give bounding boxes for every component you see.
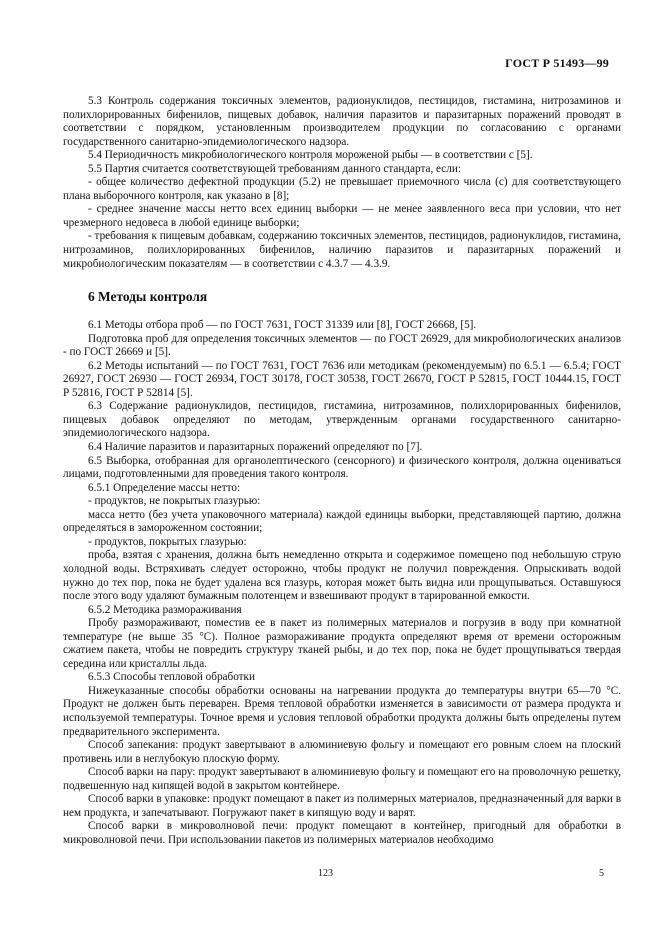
paragraph-6-4: 6.4 Наличие паразитов и паразитарных поражений определяют по [7]. [88, 441, 423, 454]
paragraph-6-2: 6.2 Методы испытаний — по ГОСТ 7631, ГОСТ 7636 или методикам (рекомендуемым) по 6.5.1 — 6.5.4; ГОСТ 26927, ГОСТ 26930 — ГОСТ 26934, ГОСТ 30178, ГОСТ 30538, ГОСТ 26670, ГОСТ Р 52815, ГОСТ 10444.15, ГОСТ Р 52816, ГОСТ Р 52814 [5]. [63, 359, 621, 399]
list-item-requirements: - требования к пищевым добавкам, содержанию токсичных элементов, пестицидов, радионуклидов, гистамина, нитрозаминов, полихлорированных бифенилов, наличию паразитов и паразитарных поражений и микробиологическим показателям — в соответствии с 4.3.7 — 4.3.9. [63, 230, 621, 270]
paragraph-heat-treatment: Нижеуказанные способы обработки основаны на нагревании продукта до температуры внутри 65—70 °С. Продукт не должен быть переварен. Время тепловой обработки изменяется в зависимости от размера продукта и используемой температуры. Точное время и условия тепловой обработки продукта должны быть определены путем предварительного эксперимента. [63, 684, 621, 738]
paragraph-6-5-3: 6.5.3 Способы тепловой обработки [88, 671, 255, 684]
paragraph-baking: Способ запекания: продукт завертывают в алюминиевую фольгу и помещают его ровным слоем на плоский противень или в неглубокую плоскую форму. [63, 739, 621, 765]
page-number: 123 [318, 868, 333, 879]
paragraph-5-5: 5.5 Партия считается соответствующей требованиям данного стандарта, если: [88, 162, 461, 175]
paragraph-6-5-1: 6.5.1 Определение массы нетто: [88, 481, 241, 494]
list-item-glazed: - продуктов, покрытых глазурью: [88, 535, 247, 548]
paragraph-sample-prep: Подготовка проб для определения токсичных элементов — по ГОСТ 26929, для микробиологических анализов - по ГОСТ 26669 и [5]. [63, 332, 621, 359]
paragraph-glazed-procedure: проба, взятая с хранения, должна быть немедленно открыта и содержимое помещено под небольшую струю холодной воды. Встряхивать следует осторожно, чтобы продукт не получил повреждения. Опрыскивать водой нужно до тех пор, пока не будет удалена вся глазурь, которая может быть видна или прощупываться. Оставшуюся после этого воду удаляют бумажным полотенцем и взвешивают продукт в тарированной емкости. [63, 549, 621, 603]
paragraph-5-3: 5.3 Контроль содержания токсичных элементов, радионуклидов, пестицидов, гистамина, нитрозаминов и полихлорированных бифенилов, пищевых добавок, наличия паразитов и паразитарных поражений проводят в соответствии с порядком, установленным производителем продукции по согласованию с органами государственного санитарно-эпидемиологического надзора. [63, 95, 621, 148]
section-heading: 6 Методы контроля [88, 289, 208, 305]
paragraph-microwave: Способ варки в микроволновой печи: продукт помещают в контейнер, пригодный для обработки в микроволновой печи. При использовании пакетов из полимерных материалов необходимо [63, 820, 621, 846]
paragraph-5-4: 5.4 Периодичность микробиологического контроля мороженой рыбы — в соответствии с [5]. [88, 149, 533, 162]
list-item-unglazed: - продуктов, не покрытых глазурью: [88, 495, 261, 508]
issue-number: 5 [599, 868, 604, 879]
paragraph-6-3: 6.3 Содержание радионуклидов, пестицидов, гистамина, нитрозаминов, полихлорированных бифенилов, пищевых добавок определяют по методам, утвержденным органами государственного санитарно-эпидемиологического надзора. [63, 400, 621, 440]
list-item-defects: - общее количество дефектной продукции (5.2) не превышает приемочного числа (c) для соответствующего плана выборочного контроля, как указано в [8]; [63, 176, 621, 202]
document-body [63, 95, 621, 847]
paragraph-6-1: 6.1 Методы отбора проб — по ГОСТ 7631, ГОСТ 31339 или [8], ГОСТ 26668, [5]. [88, 319, 477, 332]
paragraph-6-5-2: 6.5.2 Методика размораживания [88, 603, 242, 616]
paragraph-thawing: Пробу размораживают, поместив ее в пакет из полимерных материалов и погрузив в воду при комнатной температуре (не выше 35 °С). Полное размораживание продукта определяют время от времени осторожным сжатием пакета, чтобы не повредить структуру тканей рыбы, и до тех пор, пока не будет прощупываться твердая середина или кристаллы льда. [63, 617, 621, 670]
paragraph-steaming: Способ варки на пару: продукт завертывают в алюминиевую фольгу и помещают его на проволочную решетку, подвешенную над кипящей водой в закрытом контейнере. [63, 766, 621, 792]
paragraph-6-5: 6.5 Выборка, отобранная для органолептического (сенсорного) и физического контроля, должна оцениваться лицами, подготовленными для проведения такого контроля. [63, 454, 621, 481]
list-item-net-mass: - среднее значение массы нетто всех единиц выборки — не менее заявленного веса при условии, что нет чрезмерного недовеса в любой единице выборки; [63, 203, 621, 229]
standard-code-header: ГОСТ Р 51493—99 [505, 56, 609, 70]
paragraph-boil-in-bag: Способ варки в упаковке: продукт помещают в пакет из полимерных материалов, предназначенный для варки в нем продукта, и запечатывают. Погружают пакет в кипящую воду и варят. [63, 793, 621, 819]
paragraph-unglazed-mass: масса нетто (без учета упаковочного материала) каждой единицы выборки, представляющей партию, должна определяться в замороженном состоянии; [63, 508, 621, 535]
